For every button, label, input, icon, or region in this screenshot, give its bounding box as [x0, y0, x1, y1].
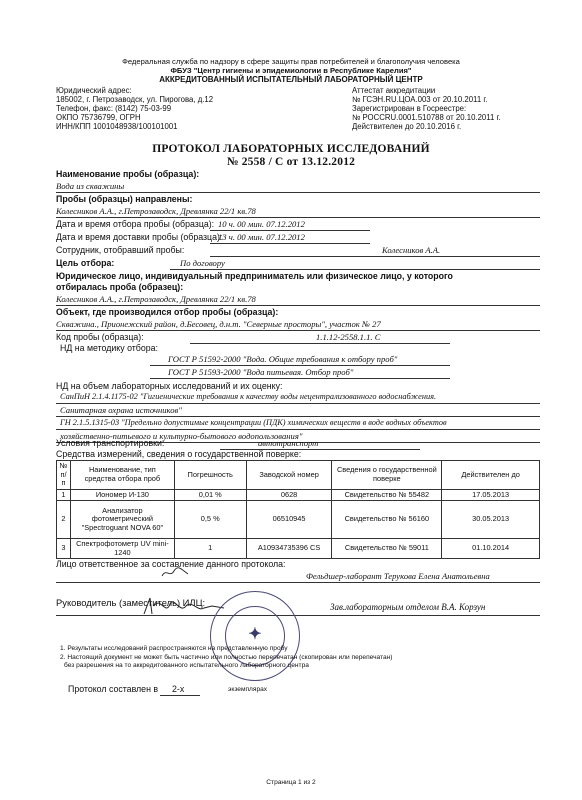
employee-label: Сотрудник, отобравший пробы: [56, 245, 185, 255]
divider [56, 615, 540, 616]
table-cell: Спектрофотометр UV mini-1240 [70, 539, 174, 559]
delivery-date-value: 13 ч. 00 мин. 07.12.2012 [218, 232, 305, 242]
sent-by-value: Колесников А.А., г.Петрозаводск, Древлянка 22/1 кв.78 [56, 206, 256, 216]
table-cell: Свидетельство № 56160 [332, 501, 442, 539]
table-header-cell: Сведения о государственной поверке [332, 461, 442, 490]
responsible-value: Фельдшер-лаборант Терукова Елена Анатольевна [306, 571, 490, 581]
table-cell: 06510945 [246, 501, 332, 539]
table-header-cell: Действителен до [442, 461, 540, 490]
protocol-title: ПРОТОКОЛ ЛАБОРАТОРНЫХ ИССЛЕДОВАНИЙ [152, 143, 430, 155]
protocol-number: № 2558 / С от 13.12.2012 [226, 156, 356, 168]
table-cell: 3 [57, 539, 71, 559]
table-cell: Свидетельство № 59011 [332, 539, 442, 559]
responsible-signature [160, 566, 190, 580]
header-legal-address-label: Юридический адрес: [56, 86, 132, 95]
table-cell: 0,5 % [174, 501, 246, 539]
divider [56, 192, 540, 193]
divider [56, 217, 540, 218]
table-cell: 2 [57, 501, 71, 539]
header-agency: Федеральная служба по надзору в сфере защиты прав потребителей и благополучия человека [122, 57, 460, 66]
header-registry-label: Зарегистрирован в Госреестре: [352, 104, 467, 113]
table-cell: Свидетельство № 55482 [332, 489, 442, 501]
transport-label: Условия транспортировки: [56, 438, 165, 448]
table-header-cell: № п/п [57, 461, 71, 490]
research-scope-value-3: ГН 2.1.5.1315-03 "Предельно допустимые концентрации (ПДК) химических веществ в воде водных объектов [60, 418, 447, 427]
object-label: Объект, где производился отбор пробы (образца): [56, 307, 279, 317]
header-inn: ИНН/КПП 1001048938/100101001 [56, 122, 178, 131]
purpose-value: По договору [180, 258, 225, 268]
divider [56, 330, 540, 331]
research-scope-label: НД на объем лабораторных исследований и их оценку: [56, 381, 283, 391]
sampling-date-label: Дата и время отбора пробы (образца): [56, 219, 215, 229]
page-number: Страница 1 из 2 [266, 779, 316, 786]
divider [210, 243, 370, 244]
table-header-cell: Наименование, тип средства отбора проб [70, 461, 174, 490]
table-cell: Анализатор фотометрический "Spectroguant NOVA 60" [70, 501, 174, 539]
table-cell: 17.05.2013 [442, 489, 540, 501]
sample-code-value: 1.1.12-2558.1.1. С [316, 332, 381, 342]
table-cell: 1 [57, 489, 71, 501]
object-value: Скважина., Прионежский район, д.Бесовец, д.н.т. "Северные просторы", участок № 27 [56, 319, 381, 329]
header-accreditation-number: № ГСЭН.RU.ЦОА.003 от 20.10.2011 г. [352, 95, 488, 104]
purpose-label: Цель отбора: [56, 258, 115, 268]
research-scope-value-2: Санитарная охрана источников" [60, 405, 182, 415]
table-header-cell: Заводской номер [246, 461, 332, 490]
header-phone: Телефон, факс: (8142) 75-03-99 [56, 104, 172, 113]
table-cell: 1 [174, 539, 246, 559]
copies-value: 2-х [172, 684, 185, 694]
head-label: Руководитель (заместитель) ИЛЦ: [56, 597, 206, 608]
table-row [57, 489, 540, 501]
sample-name-value: Вода из скважины [56, 181, 125, 191]
note-2: 2. Настоящий документ не может быть частично или полностью перепечатан (скопирован или перепечатан) [60, 654, 393, 661]
sampling-date-value: 10 ч. 00 мин. 07.12.2012 [218, 219, 305, 229]
sampling-method-value-2: ГОСТ Р 51593-2000 "Вода питьевая. Отбор проб" [168, 367, 354, 377]
divider [150, 365, 450, 366]
instruments-table [56, 460, 540, 559]
divider [56, 305, 540, 306]
delivery-date-label: Дата и время доставки пробы (образца): [56, 232, 223, 242]
copies-suffix: экземплярах [228, 686, 268, 693]
header-address: 185002, г. Петрозаводск, ул. Пирогова, д.12 [56, 95, 214, 104]
header-registry-number: № РОССRU.0001.510788 от 20.10.2011 г. [352, 113, 501, 122]
entity-label: Юридическое лицо, индивидуальный предприниматель или физическое лицо, у которого [56, 271, 453, 281]
divider [160, 695, 200, 696]
entity-value: Колесников А.А., г.Петрозаводск, Древлянка 22/1 кв.78 [56, 294, 256, 304]
sampling-method-label: НД на методику отбора: [60, 343, 158, 353]
divider [210, 230, 370, 231]
header-okpo: ОКПО 75736799, ОГРН [56, 113, 141, 122]
divider [56, 403, 540, 404]
note-1: 1. Результаты исследований распространяются на представленную пробу [60, 645, 288, 652]
divider [150, 378, 450, 379]
sent-by-label: Пробы (образцы) направлены: [56, 194, 193, 204]
header-accreditation-label: Аттестат аккредитации [352, 86, 436, 95]
divider [210, 256, 540, 257]
copies-label: Протокол составлен в [68, 684, 159, 694]
divider [170, 269, 540, 270]
table-cell: 01.10.2014 [442, 539, 540, 559]
responsible-label: Лицо ответственное за составление данного протокола: [56, 559, 286, 569]
table-cell: 30.05.2013 [442, 501, 540, 539]
research-scope-value-1: СанПиН 2.1.4.1175-02 "Гигиенические требования к качеству воды нецентрализованного водоснабжения. [60, 392, 437, 401]
table-cell: Иономер И-130 [70, 489, 174, 501]
entity-label-cont: отбиралась проба (образец): [56, 282, 184, 292]
divider [190, 343, 450, 344]
employee-value: Колесников А.А. [382, 245, 441, 255]
stamp-emblem-icon: ✦ [248, 626, 262, 643]
table-row [57, 501, 540, 539]
table-row [57, 539, 540, 559]
table-cell: 0628 [246, 489, 332, 501]
transport-value: автотранспорт [258, 438, 319, 448]
divider [56, 416, 540, 417]
divider [56, 582, 540, 583]
header-center: АККРЕДИТОВАННЫЙ ИСПЫТАТЕЛЬНЫЙ ЛАБОРАТОРНЫЙ ЦЕНТР [159, 75, 423, 84]
research-scope-value-4: хозяйственно-питьевого и культурно-бытового водопользования" [60, 431, 303, 441]
sample-code-label: Код пробы (образца): [56, 332, 144, 342]
table-header-row [57, 461, 540, 490]
table-header-cell: Погрешность [174, 461, 246, 490]
header-valid-until: Действителен до 20.10.2016 г. [352, 122, 462, 131]
divider [56, 429, 540, 430]
sample-name-label: Наименование пробы (образца): [56, 169, 200, 179]
note-3: без разрешения на то аккредитованного испытательного лабораторного центра [64, 662, 309, 669]
table-cell: A10934735396 CS [246, 539, 332, 559]
head-value: Зав.лабораторным отделом В.А. Корзун [330, 602, 486, 612]
table-cell: 0,01 % [174, 489, 246, 501]
instruments-label: Средства измерений, сведения о государственной поверке: [56, 449, 302, 459]
header-org: ФБУЗ "Центр гигиены и эпидемиологии в Республике Карелия" [170, 66, 412, 75]
sampling-method-value-1: ГОСТ Р 51592-2000 "Вода. Общие требования к отбору проб" [168, 354, 398, 364]
